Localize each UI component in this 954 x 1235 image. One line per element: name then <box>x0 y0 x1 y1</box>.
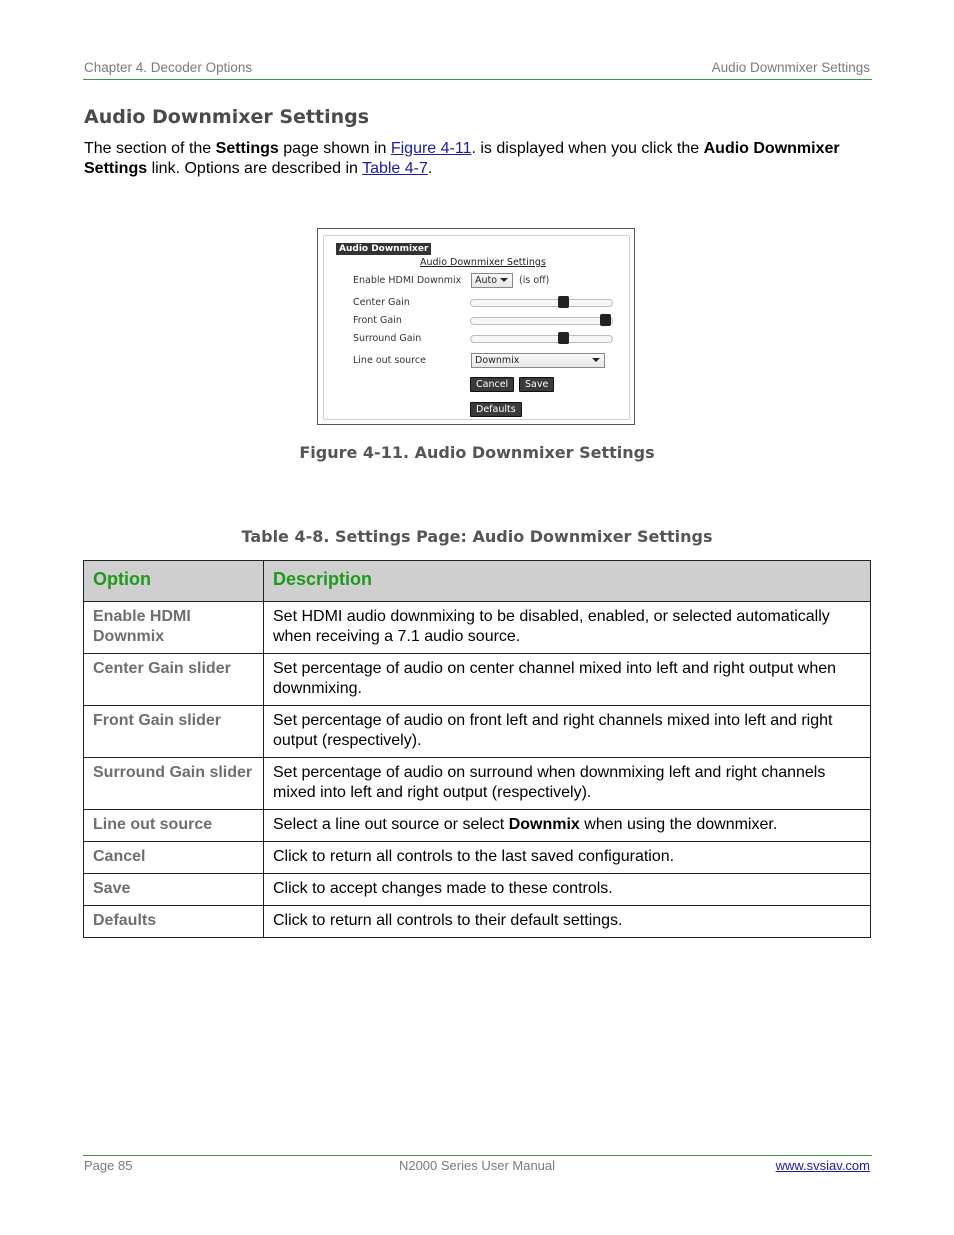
hdmi-status-note: (is off) <box>519 275 550 286</box>
description-cell: Click to accept changes made to these controls. <box>264 874 871 906</box>
option-cell: Defaults <box>84 906 264 938</box>
chevron-down-icon <box>500 278 508 282</box>
table-row <box>84 906 871 938</box>
save-button[interactable]: Save <box>519 377 554 392</box>
chevron-down-icon <box>592 358 600 362</box>
surround-gain-label: Surround Gain <box>353 333 422 344</box>
audio-downmixer-bold: Audio Downmixer Settings <box>84 140 840 177</box>
description-cell: Click to return all controls to the last saved configuration. <box>264 842 871 874</box>
figure-caption: Figure 4-11. Audio Downmixer Settings <box>299 443 655 462</box>
table-row <box>84 874 871 906</box>
header-chapter: Chapter 4. Decoder Options <box>84 60 253 75</box>
table-row <box>84 758 871 810</box>
surround-gain-slider[interactable] <box>470 335 613 343</box>
front-gain-label: Front Gain <box>353 315 402 326</box>
line-out-label: Line out source <box>353 355 426 366</box>
cancel-button[interactable]: Cancel <box>470 377 514 392</box>
defaults-button[interactable]: Defaults <box>470 402 522 417</box>
table-row <box>84 810 871 842</box>
description-cell: Select a line out source or select Downmix when using the downmixer. <box>264 810 871 842</box>
description-cell: Set percentage of audio on center channel mixed into left and right output when downmixing. <box>264 654 871 706</box>
description-cell: Set HDMI audio downmixing to be disabled, enabled, or selected automatically when receiving a 7.1 audio source. <box>264 602 871 654</box>
downmix-bold: Downmix <box>508 816 580 833</box>
table-row <box>84 842 871 874</box>
table-row <box>84 602 871 654</box>
center-gain-label: Center Gain <box>353 297 410 308</box>
description-cell: Set percentage of audio on front left and right channels mixed into left and right output (respectively). <box>264 706 871 758</box>
page-number: Page 85 <box>84 1158 133 1173</box>
section-title: Audio Downmixer Settings <box>84 106 370 128</box>
option-cell: Front Gain slider <box>84 706 264 758</box>
table-link[interactable]: Table 4-7 <box>362 160 428 177</box>
table-caption: Table 4-8. Settings Page: Audio Downmixer Settings <box>241 527 713 546</box>
option-cell: Save <box>84 874 264 906</box>
surround-gain-thumb[interactable] <box>558 332 569 344</box>
panel-tag: Audio Downmixer <box>336 243 431 255</box>
option-cell: Center Gain slider <box>84 654 264 706</box>
description-cell: Click to return all controls to their default settings. <box>264 906 871 938</box>
hdmi-downmix-label: Enable HDMI Downmix <box>353 275 462 286</box>
settings-screenshot <box>317 228 635 425</box>
header-rule <box>83 79 872 80</box>
figure-link[interactable]: Figure 4-11 <box>390 140 472 157</box>
settings-bold: Settings <box>215 140 279 157</box>
front-gain-thumb[interactable] <box>600 314 611 326</box>
description-column-header: Description <box>264 561 871 602</box>
front-gain-slider[interactable] <box>470 317 613 325</box>
option-column-header: Option <box>84 561 264 602</box>
option-cell: Surround Gain slider <box>84 758 264 810</box>
options-table <box>83 560 871 938</box>
table-header-row <box>84 561 871 602</box>
table-row <box>84 706 871 758</box>
intro-paragraph: The section of the Settings page shown in Figure 4-11. is displayed when you click the Audio Downmixer Settings link. Options are described in Table 4-7. <box>84 140 840 177</box>
option-cell: Enable HDMI Downmix <box>84 602 264 654</box>
line-out-select[interactable]: Downmix <box>471 353 605 368</box>
panel-settings-link[interactable]: Audio Downmixer Settings <box>420 257 546 268</box>
description-cell: Set percentage of audio on surround when downmixing left and right channels mixed into left and right output (respectively). <box>264 758 871 810</box>
footer-rule <box>83 1155 872 1156</box>
table-row <box>84 654 871 706</box>
center-gain-thumb[interactable] <box>558 296 569 308</box>
website-link[interactable]: www.svsiav.com <box>775 1158 870 1173</box>
manual-title: N2000 Series User Manual <box>398 1158 556 1173</box>
settings-panel <box>323 235 630 420</box>
option-cell: Line out source <box>84 810 264 842</box>
option-cell: Cancel <box>84 842 264 874</box>
header-section: Audio Downmixer Settings <box>711 60 870 75</box>
hdmi-downmix-select[interactable]: Auto <box>471 273 513 288</box>
center-gain-slider[interactable] <box>470 299 613 307</box>
